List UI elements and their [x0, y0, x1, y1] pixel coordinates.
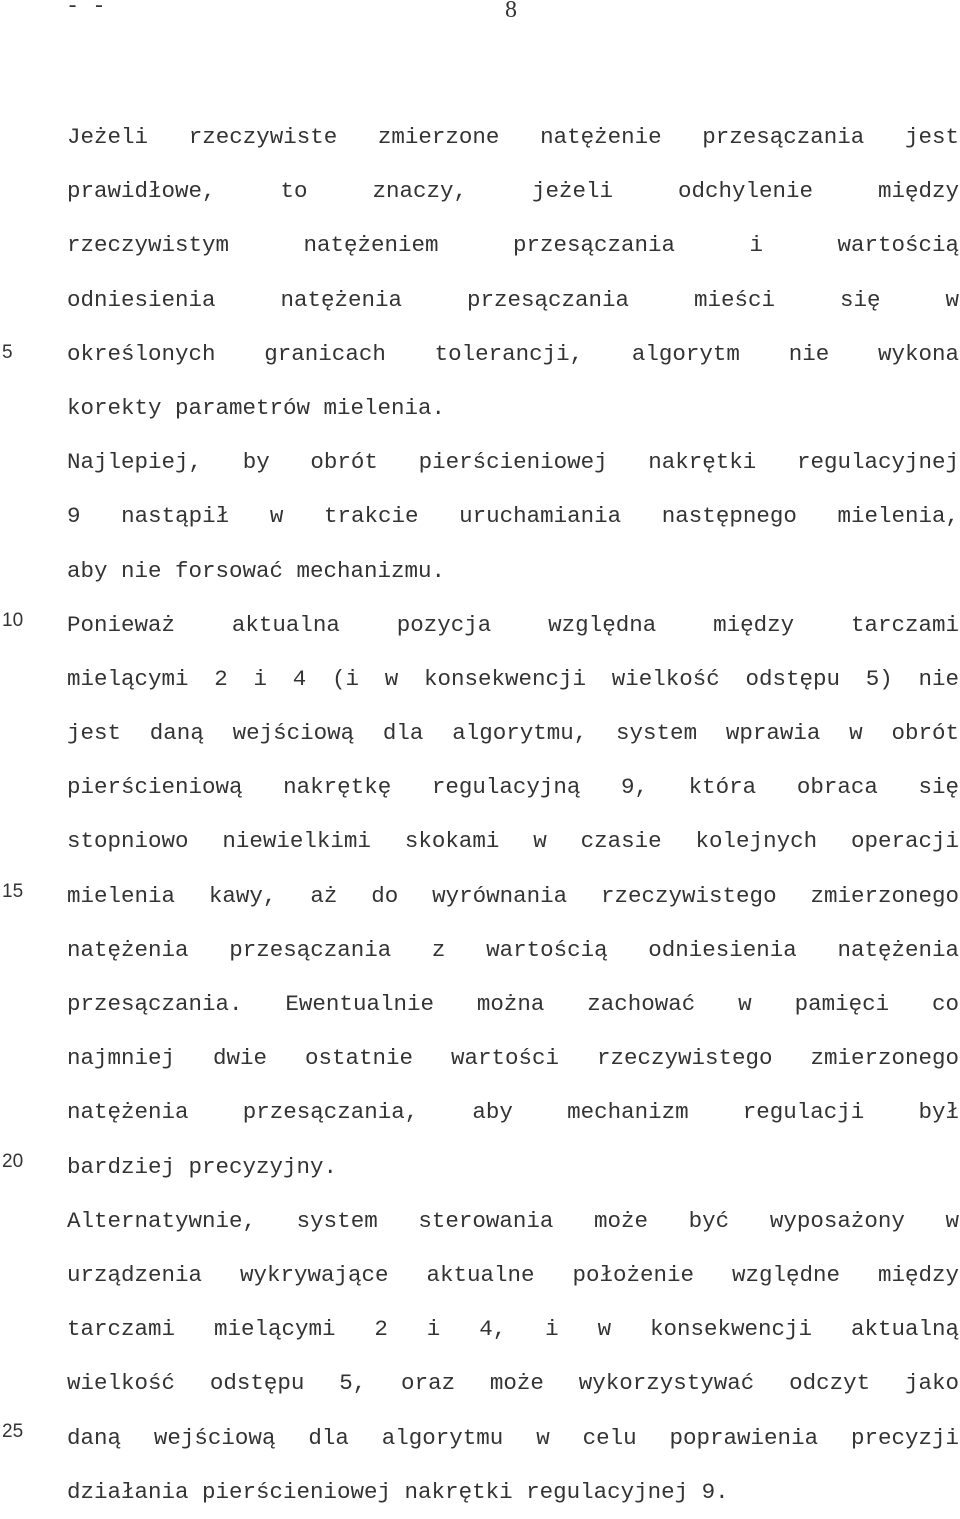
- text-line: natężenia przesączania z wartością odniesienia natężenia: [67, 936, 959, 963]
- text-line: wielkość odstępu 5, oraz może wykorzystywać odczyt jako: [67, 1370, 959, 1397]
- text-line: natężenia przesączania, aby mechanizm regulacji był: [67, 1099, 959, 1126]
- text-line: mielenia kawy, aż do wyrównania rzeczywistego zmierzonego: [67, 882, 959, 909]
- text-line: bardziej precyzyjny.: [67, 1153, 338, 1180]
- line-number-15: 15: [2, 881, 24, 902]
- text-line: 9 nastąpił w trakcie uruchamiania następnego mielenia,: [67, 503, 959, 530]
- text-line: określonych granicach tolerancji, algorytm nie wykona: [67, 340, 959, 367]
- paragraph-alternative-sensing: [67, 1194, 959, 1519]
- text-line: daną wejściową dla algorytmu w celu poprawienia precyzji: [67, 1424, 959, 1451]
- paragraph-tolerance: [67, 110, 959, 435]
- page-number: 8: [505, 0, 517, 23]
- text-line: urządzenia wykrywające aktualne położenie względne między: [67, 1261, 959, 1288]
- text-line: najmniej dwie ostatnie wartości rzeczywistego zmierzonego: [67, 1045, 959, 1072]
- text-line: rzeczywistym natężeniem przesączania i wartością: [67, 232, 959, 259]
- line-number-10: 10: [2, 610, 24, 631]
- text-line: przesączania. Ewentualnie można zachować w pamięci co: [67, 991, 959, 1017]
- text-line: jest daną wejściową dla algorytmu, system wprawia w obrót: [67, 720, 959, 747]
- line-number-20: 20: [2, 1151, 24, 1172]
- text-line: Jeżeli rzeczywiste zmierzone natężenie przesączania jest: [67, 124, 959, 150]
- document-body: [67, 110, 959, 1519]
- line-number-25: 25: [2, 1421, 24, 1442]
- text-line: aby nie forsować mechanizmu.: [67, 557, 446, 584]
- text-line: Alternatywnie, system sterowania może być wyposażony w: [67, 1207, 959, 1234]
- text-line: korekty parametrów mielenia.: [67, 394, 446, 421]
- text-line: Najlepiej, by obrót pierścieniowej nakrętki regulacyjnej: [67, 449, 959, 476]
- text-line: pierścieniową nakrętkę regulacyjną 9, która obraca się: [67, 774, 959, 801]
- margin-line-numbers: [0, 0, 50, 1500]
- text-line: Ponieważ aktualna pozycja względna między tarczami: [67, 611, 959, 638]
- text-line: odniesienia natężenia przesączania mieści się w: [67, 286, 959, 313]
- paragraph-adjustment-algorithm: [67, 598, 959, 1194]
- line-number-5: 5: [2, 342, 13, 363]
- text-line: prawidłowe, to znaczy, jeżeli odchylenie między: [67, 178, 959, 205]
- text-line: mielącymi 2 i 4 (i w konsekwencji wielkość odstępu 5) nie: [67, 665, 959, 692]
- text-line: działania pierścieniowej nakrętki regulacyjnej 9.: [67, 1478, 729, 1505]
- paragraph-rotation-timing: [67, 435, 959, 598]
- header-dashes: - -: [66, 0, 106, 19]
- text-line: tarczami mielącymi 2 i 4, i w konsekwencji aktualną: [67, 1316, 959, 1343]
- page-header: [0, 0, 960, 24]
- text-line: stopniowo niewielkimi skokami w czasie kolejnych operacji: [67, 828, 959, 855]
